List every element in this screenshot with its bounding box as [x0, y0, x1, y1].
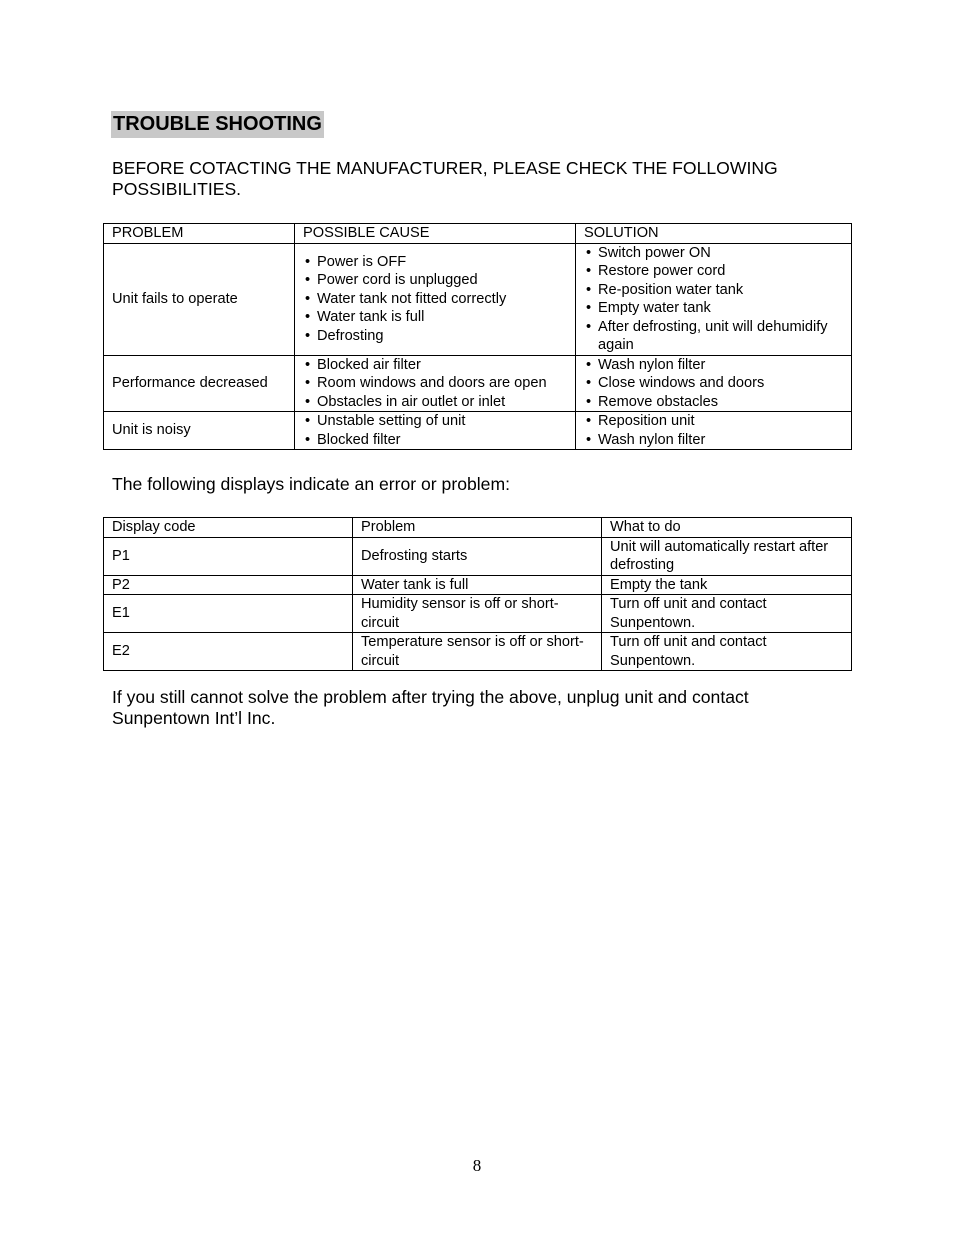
action-cell: Unit will automatically restart after defrosting: [602, 537, 852, 575]
list-item: • Obstacles in air outlet or inlet: [303, 393, 567, 412]
list-item: • Wash nylon filter: [584, 356, 843, 375]
list-item: • Restore power cord: [584, 262, 843, 281]
closing-note: If you still cannot solve the problem after trying the above, unplug unit and contact Sunpentown Int’l Inc.: [112, 687, 749, 728]
list-item: • Empty water tank: [584, 299, 843, 318]
list-item: • Blocked air filter: [303, 356, 567, 375]
header-display-code: Display code: [104, 518, 353, 538]
list-item: • Water tank not fitted correctly: [303, 290, 567, 309]
list-item: • After defrosting, unit will dehumidify again: [584, 318, 843, 355]
list-item: • Remove obstacles: [584, 393, 843, 412]
solution-list: [584, 244, 843, 355]
problem-cell: Defrosting starts: [353, 537, 602, 575]
intro-text: BEFORE COTACTING THE MANUFACTURER, PLEASE CHECK THE FOLLOWING POSSIBILITIES.: [112, 158, 778, 199]
cause-cell: [295, 355, 576, 412]
list-item: • Power is OFF: [303, 253, 567, 272]
table-row: [104, 633, 852, 671]
display-code-cell: P2: [104, 575, 353, 595]
error-display-intro: The following displays indicate an error or problem:: [112, 474, 511, 494]
list-item: • Unstable setting of unit: [303, 412, 567, 431]
cause-cell: [295, 412, 576, 450]
action-cell: Empty the tank: [602, 575, 852, 595]
display-code-cell: P1: [104, 537, 353, 575]
cause-list: [303, 412, 567, 449]
page-number: 8: [472, 1156, 482, 1175]
problem-cell: Humidity sensor is off or short-circuit: [353, 595, 602, 633]
solution-list: [584, 356, 843, 412]
header-possible-cause: POSSIBLE CAUSE: [295, 224, 576, 244]
solution-list: [584, 412, 843, 449]
list-item: • Switch power ON: [584, 244, 843, 263]
table-row: [104, 355, 852, 412]
cause-list: [303, 356, 567, 412]
table-row: [104, 537, 852, 575]
list-item: • Blocked filter: [303, 431, 567, 450]
list-item: • Power cord is unplugged: [303, 271, 567, 290]
table-header-row: [104, 224, 852, 244]
list-item: • Defrosting: [303, 327, 567, 346]
cause-cell: [295, 243, 576, 355]
list-item: • Water tank is full: [303, 308, 567, 327]
troubleshooting-table: [103, 223, 852, 450]
header-problem: PROBLEM: [104, 224, 295, 244]
error-code-table: [103, 517, 852, 671]
list-item: • Reposition unit: [584, 412, 843, 431]
cause-list: [303, 253, 567, 346]
solution-cell: [576, 412, 852, 450]
header-what-to-do: What to do: [602, 518, 852, 538]
problem-cell: Water tank is full: [353, 575, 602, 595]
solution-cell: [576, 355, 852, 412]
problem-cell: Temperature sensor is off or short-circuit: [353, 633, 602, 671]
problem-cell: Unit fails to operate: [104, 243, 295, 355]
display-code-cell: E1: [104, 595, 353, 633]
problem-cell: Performance decreased: [104, 355, 295, 412]
section-heading: TROUBLE SHOOTING: [111, 111, 324, 138]
action-cell: Turn off unit and contact Sunpentown.: [602, 595, 852, 633]
header-solution: SOLUTION: [576, 224, 852, 244]
display-code-cell: E2: [104, 633, 353, 671]
list-item: • Wash nylon filter: [584, 431, 843, 450]
table-header-row: [104, 518, 852, 538]
list-item: • Room windows and doors are open: [303, 374, 567, 393]
table-row: [104, 575, 852, 595]
solution-cell: [576, 243, 852, 355]
problem-cell: Unit is noisy: [104, 412, 295, 450]
table-row: [104, 412, 852, 450]
table-row: [104, 595, 852, 633]
header-problem: Problem: [353, 518, 602, 538]
list-item: • Re-position water tank: [584, 281, 843, 300]
action-cell: Turn off unit and contact Sunpentown.: [602, 633, 852, 671]
table-row: [104, 243, 852, 355]
list-item: • Close windows and doors: [584, 374, 843, 393]
